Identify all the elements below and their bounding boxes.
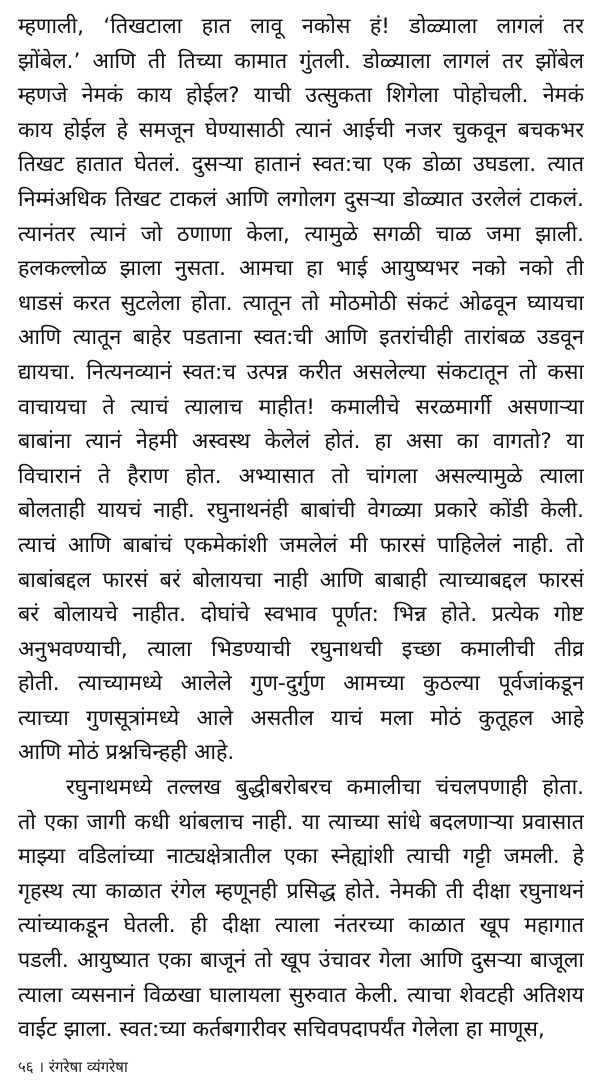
text-line: पडली. आयुष्यात एका बाजूनं तो खूप उंचावर गेला आणि दुसऱ्या बाजूला <box>18 948 584 974</box>
text-line: अनुभवण्याची, त्याला भिडण्याची रघुनाथची इच्छा कमालीची तीव्र <box>18 636 584 662</box>
footer-separator: । <box>38 1058 45 1076</box>
text-line: म्हणजे नेमकं काय होईल? याची उत्सुकता शिगेला पोहोचली. नेमकं <box>18 83 584 109</box>
text-line: निम्मंअधिक तिखट टाकलं आणि लगोलग दुसऱ्या डोळ्यात उरलेलं टाकलं. <box>18 186 584 212</box>
text-line: त्यानंतर त्यानं जो ठणाणा केला, त्यामुळे सगळी चाळ जमा झाली. <box>18 221 584 247</box>
text-line: तिखट हातात घेतलं. दुसऱ्या हातानं स्वत:चा एक डोळा उघडला. त्यात <box>18 152 584 178</box>
text-line: झोंबेल.’ आणि ती तिच्या कामात गुंतली. डोळ्याला लागलं तर झोंबेल <box>18 48 584 74</box>
text-line: द्यायचा. नित्यनव्यानं स्वत:च उत्पन्न करीत असलेल्या संकटातून तो कसा <box>18 359 584 385</box>
text-line: त्याचं आणि बाबांचं एकमेकांशी जमलेलं मी फारसं पाहिलेलं नाही. तो <box>18 532 584 558</box>
text-line: विचारानं ते हैराण होत. अभ्यासात तो चांगला असल्यामुळे त्याला <box>18 463 584 489</box>
text-line: त्याच्या गुणसूत्रांमध्ये आले असतील याचं मला मोठं कुतूहल आहे <box>18 705 584 731</box>
text-line: वाचायचा ते त्याचं त्यालाच माहीत! कमालीचे सरळमार्गी असणाऱ्या <box>18 394 584 420</box>
text-line: आणि मोठं प्रश्नचिन्हही आहे. <box>18 740 235 766</box>
text-line: म्हणाली, ‘तिखटाला हात लावू नकोस हं! डोळ्याला लागलं तर <box>18 14 584 39</box>
text-line: काय होईल हे समजून घेण्यासाठी त्यानं आईची नजर चुकवून बचकभर <box>18 117 584 143</box>
text-line: बाबांना त्यानं नेहमी अस्वस्थ केलेलं होतं. हा असा का वागतो? या <box>18 429 584 455</box>
text-line: गृहस्थ त्या काळात रंगेल म्हणूनही प्रसिद्ध होते. नेमकी ती दीक्षा रघुनाथनं <box>18 878 584 904</box>
book-title: रंगरेषा व्यंगरेषा <box>48 1058 128 1076</box>
text-line: त्याला व्यसनानं विळखा घालायला सुरुवात केली. त्याचा शेवटही अतिशय <box>18 982 584 1008</box>
text-line: बाबांबद्दल फारसं बरं बोलायचा नाही आणि बाबाही त्याच्याबद्दल फारसं <box>18 567 584 593</box>
text-line: माझ्या वडिलांच्या नाट्यक्षेत्रातील एका स्नेह्यांशी त्याची गट्टी जमली. हे <box>18 844 584 870</box>
text-line: रघुनाथमध्ये तल्लख बुद्धीबरोबरच कमालीचा चंचलपणाही होता. <box>66 775 584 801</box>
page-number: ५६ <box>18 1058 34 1076</box>
text-line: होती. त्याच्यामध्ये आलेले गुण-दुर्गुण आमच्या कुठल्या पूर्वजांकडून <box>18 671 584 697</box>
body-text <box>18 10 584 1048</box>
text-line: त्यांच्याकडून घेतली. ही दीक्षा त्याला नंतरच्या काळात खूप महागात <box>18 913 584 939</box>
text-line: बोलताही यायचं नाही. रघुनाथनंही बाबांची वेगळ्या प्रकारे कोंडी केली. <box>18 498 584 524</box>
text-line: वाईट झाला. स्वत:च्या कर्तबगारीवर सचिवपदापर्यंत गेलेला हा माणूस, <box>18 1017 545 1043</box>
text-line: आणि त्यातून बाहेर पडताना स्वत:ची आणि इतरांचीही तारांबळ उडवून <box>18 325 584 351</box>
text-line: धाडसं करत सुटलेला होता. त्यातून तो मोठमोठी संकटं ओढवून घ्यायचा <box>18 290 584 316</box>
page-footer <box>18 1056 128 1078</box>
text-line: बरं बोलायचे नाहीत. दोघांचे स्वभाव पूर्णत: भिन्न होते. प्रत्येक गोष्ट <box>18 602 584 628</box>
text-line: तो एका जागी कधी थांबलाच नाही. या त्याच्या सांधे बदलणाऱ्या प्रवासात <box>18 809 584 835</box>
text-line: हलकल्लोळ झाला नुसता. आमचा हा भाई आयुष्यभर नको नको ती <box>18 256 584 282</box>
